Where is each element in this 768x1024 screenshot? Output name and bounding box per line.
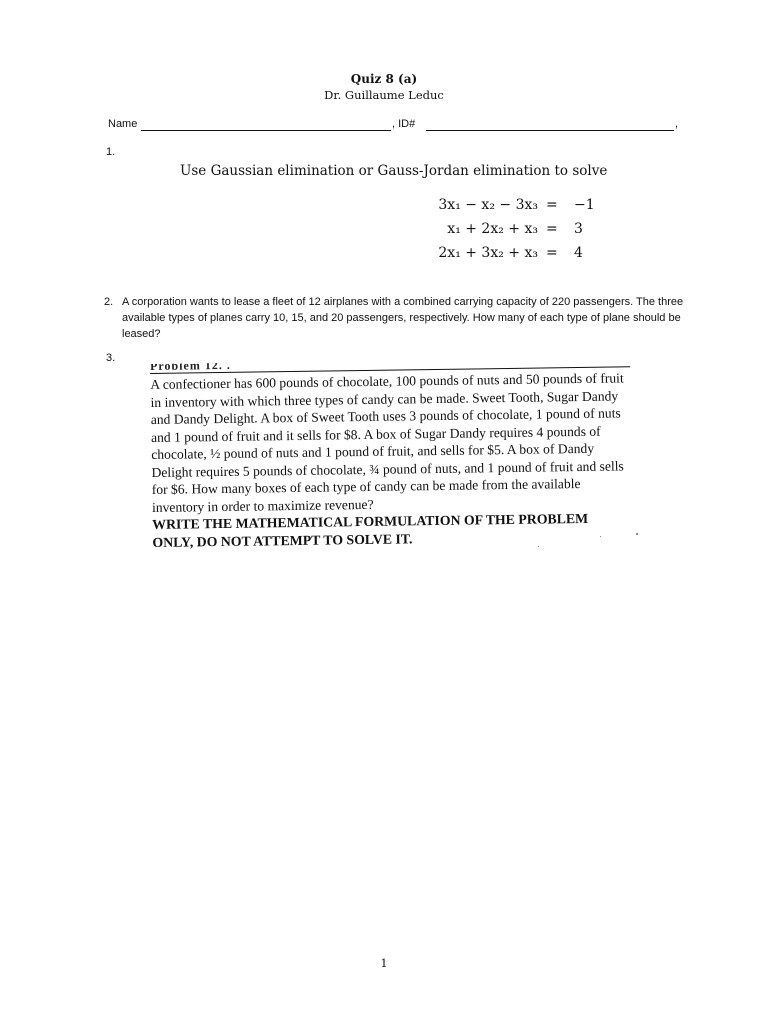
equation-3-rel: = — [546, 245, 558, 261]
problem-3-text: A confectioner has 600 pounds of chocolate, 100 pounds of nuts and 50 pounds of fruit in inventory with which three types of candy can be made. Sweet Tooth, Sugar Dandy and Dandy Delight. A box of Sweet Tooth uses 3 pounds of chocolate, 1 pound of nuts and 1 pound of fruit and it sells for $8. A box of Sugar Dandy requires 4 pounds of chocolate, ½ pound of nuts and 1 pound of fruit, and sells for $5. A box of Dandy Delight requires 5 pounds of chocolate, ¾ pound of nuts, and 1 pound of fruit and sells for $6. How many boxes of each type of candy can be made from the available inventory in order to maximize revenue? — [150, 370, 624, 515]
problem-2-number: 2. — [104, 296, 114, 308]
id-label: , ID# — [392, 118, 416, 130]
equation-3 — [400, 245, 630, 265]
name-id-row — [108, 118, 678, 134]
page-number: 1 — [380, 957, 388, 970]
equation-1 — [400, 197, 630, 217]
scan-speck — [600, 536, 601, 537]
equation-2-rhs: 3 — [574, 221, 583, 237]
problem-1-instruction: Use Gaussian elimination or Gauss-Jordan elimination to solve — [180, 163, 608, 179]
quiz-title: Quiz 8 (a) — [350, 72, 418, 86]
scanned-problem-image — [150, 357, 633, 554]
problem-2 — [104, 294, 684, 342]
scan-speck — [538, 546, 539, 547]
cut-heading: Problem 12. . — [150, 357, 231, 373]
equation-1-lhs: 3x₁ − x₂ − 3x₃ — [438, 197, 538, 213]
equation-1-rhs: −1 — [574, 197, 595, 213]
author-name: Dr. Guillaume Leduc — [324, 88, 444, 102]
equation-3-lhs: 2x₁ + 3x₂ + x₃ — [438, 245, 538, 261]
equation-3-rhs: 4 — [574, 245, 583, 261]
name-field[interactable] — [141, 130, 391, 131]
equation-2-lhs: x₁ + 2x₂ + x₃ — [447, 221, 538, 237]
problem-1-number: 1. — [106, 146, 116, 158]
problem-3-number: 3. — [106, 352, 116, 364]
id-field[interactable] — [426, 130, 674, 131]
problem-3-instruction: WRITE THE MATHEMATICAL FORMULATION OF THE PROBLEM ONLY, DO NOT ATTEMPT TO SOLVE IT. — [152, 510, 589, 550]
scan-speck — [636, 533, 638, 535]
problem-2-text: A corporation wants to lease a fleet of 12 airplanes with a combined carrying capacity of 220 passengers. The three available types of planes carry 10, 15, and 20 passengers, respectively. How many of each type of plane should be leased? — [122, 296, 684, 340]
name-label: Name — [108, 118, 138, 130]
equation-2 — [400, 221, 630, 241]
end-mark: , — [675, 118, 679, 130]
equation-1-rel: = — [546, 197, 558, 213]
equation-2-rel: = — [546, 221, 558, 237]
